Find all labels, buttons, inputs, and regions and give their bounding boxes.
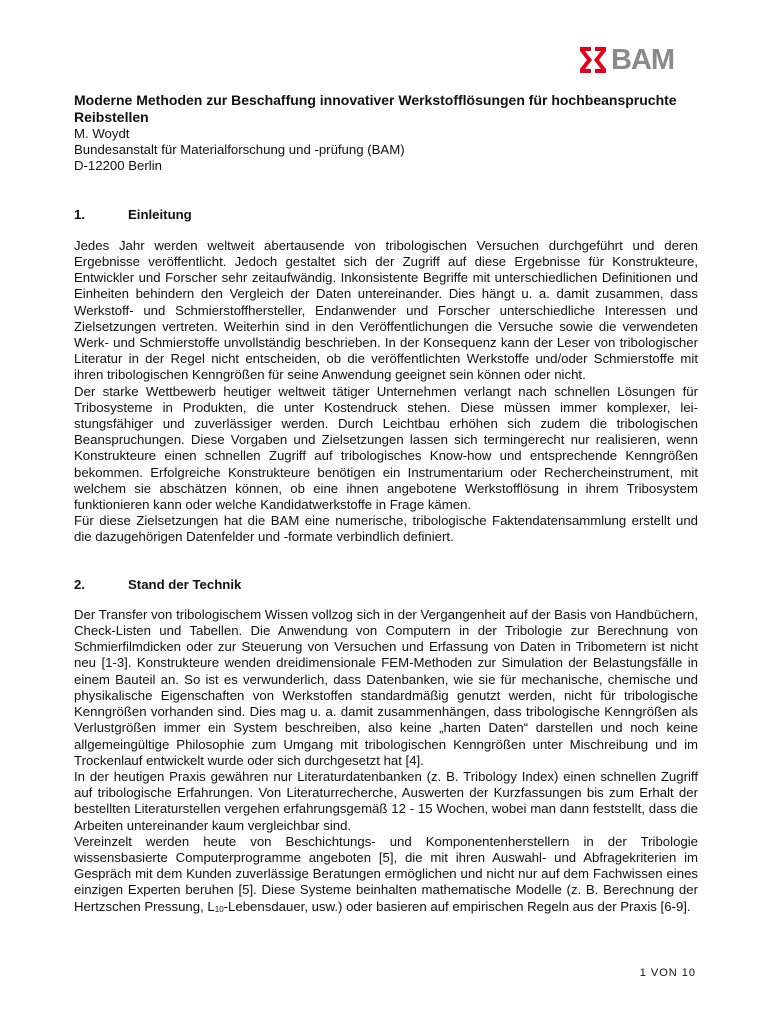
- paragraph: In der heutigen Praxis gewähren nur Literaturdatenbanken (z. B. Tribology Index) einen schnellen Zugriff auf tribologische Erfahrungen. Von Literaturrecherche, Auswerten der Kurzfassungen bis zum Erhalt der bestellten Literaturstellen vergehen erfahrungsgemäß 12 - 15 Wochen, wobei man dann feststellt, dass die Arbeiten untereinander kaum vergleichbar sind.: [74, 768, 698, 833]
- section-number: 1.: [74, 206, 85, 222]
- author-name: M. Woydt: [74, 126, 130, 141]
- paragraph: Der starke Wettbewerb heutiger weltweit tätiger Unternehmen verlangt nach schnellen Lösungen für Tribosysteme in Produkten, die unter Kostendruck stehen. Diese müssen immer komplexer, leistungsfähiger und zuverlässiger werden. Durch Leichtbau erhöhen sich zudem die tribologischen Beanspruchungen. Diese Vorgaben und Zielsetzungen lassen sich termingerecht nur realisieren, wenn Konstrukteure einen schnellen Zugriff auf tribologisches Know-how und entsprechende Kenngrößen bekommen. Erfolgreiche Konstrukteure benötigen ein Instrumentarium oder Rechercheinstrument, mit welchem sie abschätzen können, ob eine ihnen angebotene Werkstofflösung in ihrem Tribosystem funktionieren kann oder welche Kandidatwerkstoffe in Frage kämen.: [74, 383, 698, 513]
- section-number: 2.: [74, 576, 85, 592]
- paragraph: Der Transfer von tribologischem Wissen vollzog sich in der Vergangenheit auf der Basis von Handbüchern, Check-Listen und Tabellen. Die Anwendung von Computern in der Tribologie zur Berechnung von Schmierfilmdicken oder zur Steuerung von Versuchen und Erfassung von Daten in Tribometern ist nicht neu [1-3]. Konstrukteure wenden dreidimensionale FEM-Methoden zur Simulation der Belastungsfälle in einem Bauteil an. So ist es verwunderlich, dass Datenbanken, wie sie für mechanische, chemische und physikalische Eigenschaften von Werkstoffen standardmäßig genutzt werden, nicht für tribologische Kenngrößen vorhanden sind. Dies mag u. a. damit zusammenhängen, dass tribologische Kenngrößen als Verlustgrößen immer ein System beschreiben, also keine „harten Daten“ darstellen und noch keine allgemeingültige Philosophie zum Umgang mit tribologischen Kenngrößen unter Mischreibung und im Trockenlauf entwickelt wurde oder sich durchgesetzt hat [4].: [74, 606, 698, 768]
- paragraph: Für diese Zielsetzungen hat die BAM eine numerische, tribologische Faktendatensammlung erstellt und die dazugehörigen Datenfelder und -formate verbindlich definiert.: [74, 513, 698, 545]
- paragraph: [74, 834, 698, 915]
- subscript: 10: [214, 904, 224, 914]
- document-body: [74, 92, 698, 915]
- author-institution: Bundesanstalt für Materialforschung und -prüfung (BAM): [74, 142, 405, 158]
- section-heading: [74, 577, 698, 593]
- section-heading: [74, 207, 698, 223]
- bam-logo: [580, 46, 700, 74]
- paragraph-text: -Lebensdauer, usw.) oder basieren auf empirischen Regeln aus der Praxis [6-9].: [223, 898, 691, 914]
- bam-logo-mark-icon: [580, 47, 606, 73]
- author-block: [74, 126, 698, 175]
- page-number: 1 VON 10: [639, 967, 696, 979]
- bam-logo-text: BAM: [611, 44, 675, 76]
- paragraph-text: Vereinzelt werden heute von Beschichtungs- und Komponentenherstellern in der Tribologie wissensbasierte Computerprogramme angeboten [5], die mit ihren Auswahl- und Abfragekriterien im Gespräch mit dem Kunden zuverlässige Beratungen ermöglichen und nicht nur auf dem Fachwissen eines einzigen Experten beruhen [5]. Diese Systeme beinhalten mathematische Modelle (z. B. Berechnung der Hertzschen Pressung, L: [74, 833, 698, 914]
- document-title: Moderne Methoden zur Beschaffung innovativer Werkstofflösungen für hochbeanspruchte Reibstellen: [74, 92, 677, 125]
- section-title: Stand der Technik: [128, 576, 242, 592]
- section-title: Einleitung: [128, 206, 192, 222]
- paragraph: Jedes Jahr werden weltweit abertausende von tribologischen Versuchen durchgeführt und deren Ergebnisse veröffentlicht. Jedoch gestaltet sich der Zugriff auf diese Ergebnisse für Konstrukteure, Entwickler und Forscher sehr zeitaufwändig. Inkonsistente Begriffe mit unterschiedlichen Definitionen und Einheiten behindern den Vergleich der Daten untereinander. Dies hängt u. a. damit zusammen, dass Werkstoff- und Schmierstoffhersteller, Endanwender und Forscher unterschiedliche Interessen und Zielsetzungen vertreten. Weiterhin sind in den Veröffentlichungen die Versuche sowie die verwendeten Werk- und Schmierstoffe unvollständig beschrieben. In der Konsequenz kann der Leser von tribologischer Literatur in der Regel nicht entscheiden, ob die veröffentlichten Werkstoffe und/oder Schmierstoffe mit ihren tribologischen Kenngrößen für seine Anwendung geeignet sein können oder nicht.: [74, 237, 698, 383]
- author-address: D-12200 Berlin: [74, 158, 162, 174]
